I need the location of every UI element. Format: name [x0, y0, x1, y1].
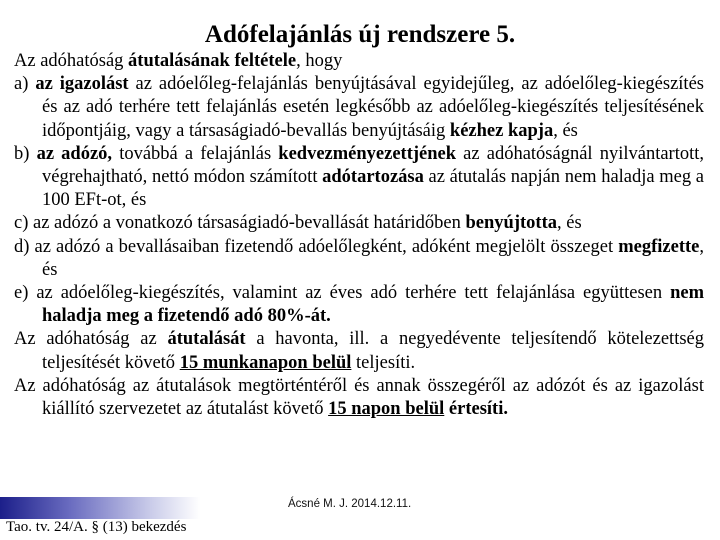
list-label: c)	[14, 213, 29, 234]
emphasis: kézhez kapja	[449, 120, 554, 141]
emphasis: az adózó,	[36, 143, 113, 164]
text: az adózó a vonatkozó társaságiadó-bevallását határidőben	[28, 213, 466, 234]
emphasis: értesíti.	[448, 399, 508, 420]
text: a havonta, ill. a negyedévente teljesítendő kötelezettség teljesítését követő	[42, 329, 704, 373]
emphasis: átutalásának feltétele	[128, 51, 297, 71]
text: az átutalás napján nem haladja meg a 100 EFt-ot, és	[42, 167, 704, 211]
text: , és	[557, 213, 582, 234]
text	[29, 144, 36, 164]
text: az adóelőleg-kiegészítés, valamint az éves adó terhére tett felajánlása együttesen	[28, 283, 671, 304]
list-label: d)	[14, 236, 30, 257]
list-label: a)	[14, 74, 29, 95]
list-item-a	[14, 73, 704, 143]
decorative-gradient-bar	[0, 497, 200, 519]
footer-author: Ácsné M. J. 2014.12.11.	[288, 498, 412, 510]
text: az adóhatóságnál nyilvántartott, végrehajtható, nettó módon számított	[42, 143, 705, 188]
emphasis: átutalását	[167, 329, 246, 350]
text: teljesíti.	[351, 352, 416, 373]
list-item-c	[14, 212, 704, 235]
list-item-d	[14, 236, 704, 282]
emphasis: nem haladja meg a fizetendő adó 80%-át.	[42, 283, 704, 327]
text: , és	[553, 120, 578, 141]
text: az adózó a bevallásaiban fizetendő adóelőlegként, adóként megjelölt összeget	[29, 236, 619, 257]
emphasis: az igazolást	[35, 74, 129, 95]
intro-paragraph	[14, 50, 704, 73]
slide-title: Adófelajánlás új rendszere 5.	[204, 21, 516, 48]
text: Az adóhatóság az	[14, 329, 168, 350]
list-item-e	[14, 282, 704, 328]
text: Az adóhatóság	[14, 51, 129, 71]
deadline-emphasis: 15 napon belül	[328, 399, 445, 420]
list-label: b)	[14, 143, 30, 164]
text: Az adóhatóság az átutalások megtörténtéről és annak összegéről az adózót és az igazolást kiállító szervezetet az átutalást követő	[14, 375, 704, 420]
footer-source: Tao. tv. 24/A. § (13) bekezdés	[6, 519, 187, 535]
deadline-emphasis: 15 munkanapon belül	[179, 352, 352, 373]
emphasis: megfizette	[618, 236, 700, 257]
text: továbbá a felajánlás	[112, 143, 279, 164]
list-item-b	[14, 143, 704, 213]
text: , és	[42, 236, 704, 280]
text: , hogy	[296, 51, 343, 71]
notification-paragraph	[14, 375, 704, 421]
emphasis: adótartozása	[322, 167, 424, 188]
transfer-paragraph	[14, 328, 704, 374]
slide-content	[14, 50, 704, 421]
list-label: e)	[14, 283, 29, 304]
emphasis: benyújtotta	[465, 213, 557, 234]
text: az adóelőleg-felajánlás benyújtásával egyidejűleg, az adóelőleg-kiegészítés és az adó terhére tett felajánlás esetén legkésőbb az adóelőleg-kiegészítés teljesítésének időpontjáig, vagy a társaságiadó-bevallás benyújtásáig	[42, 74, 704, 141]
emphasis: kedvezményezettjének	[278, 143, 457, 164]
